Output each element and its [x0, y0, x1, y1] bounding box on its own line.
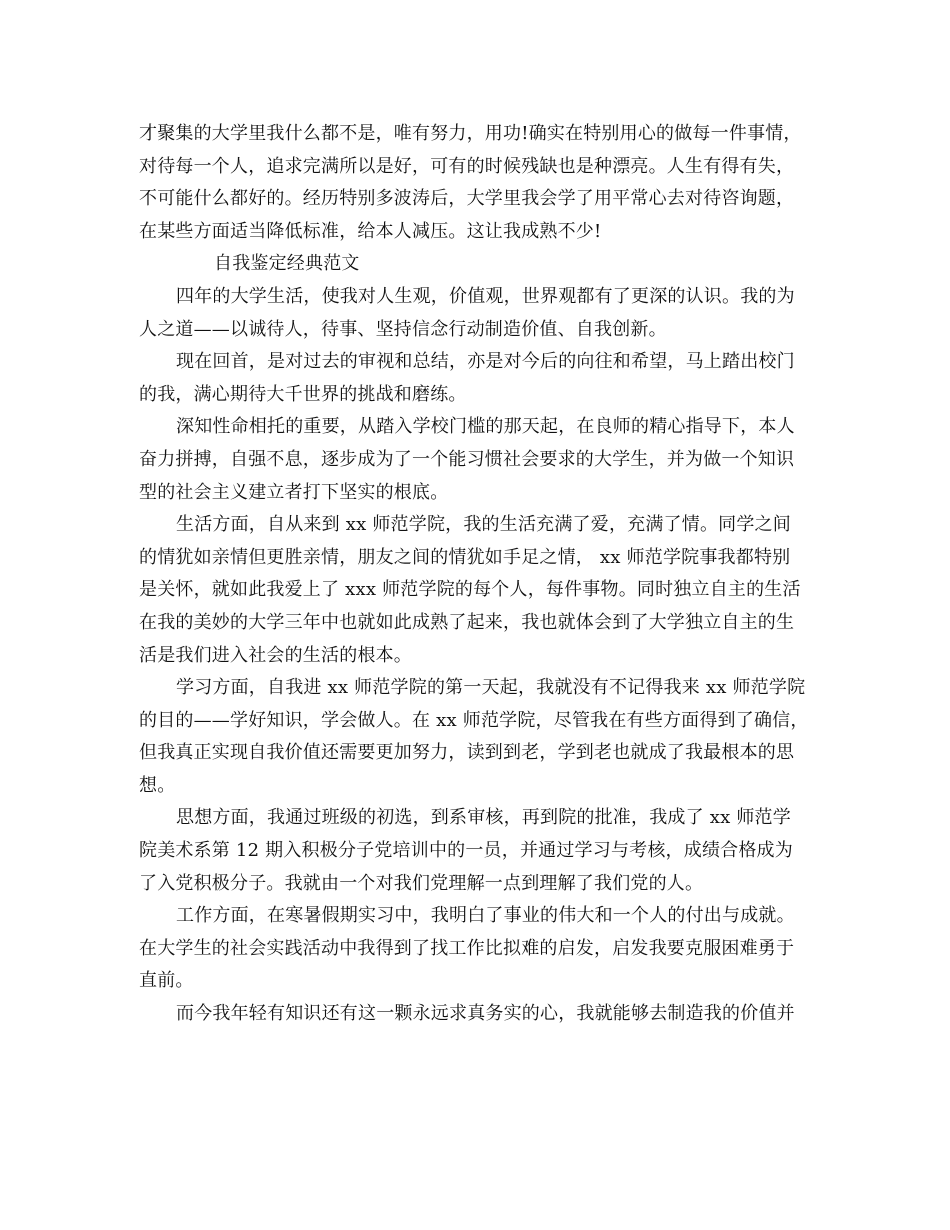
text-line: 的情犹如亲情但更胜亲情，朋友之间的情犹如手足之情， xx 师范学院事我都特别: [139, 546, 791, 568]
text-line: 才聚集的大学里我什么都不是，唯有努力，用功!确实在特别用心的做每一件事情，: [139, 123, 802, 144]
text-line: 是关怀，就如此我爱上了 xxx 师范学院的每个人，每件事物。同时独立自主的生活: [139, 579, 801, 601]
paragraph-first-line: 学习方面，自我进 xx 师范学院的第一天起，我就没有不记得我来 xx 师范学院: [176, 677, 806, 699]
section-heading: 自我鉴定经典范文: [214, 253, 360, 275]
text-line: 在某些方面适当降低标准，给本人减压。这让我成熟不少!: [139, 220, 602, 242]
document-body: [139, 118, 839, 1031]
paragraph-first-line: 工作方面，在寒暑假期实习中，我明白了事业的伟大和一个人的付出与成就。: [176, 905, 795, 927]
text-line: 型的社会主义建立者打下坚实的根底。: [139, 481, 449, 503]
paragraph-first-line: 生活方面，自从来到 xx 师范学院，我的生活充满了爱，充满了情。同学之间: [176, 514, 791, 536]
text-line: 对待每一个人，追求完满所以是好，可有的时候残缺也是种漂亮。人生有得有失，: [139, 155, 795, 177]
paragraph-first-line: 而今我年轻有知识还有这一颗永远求真务实的心，我就能够去制造我的价值并: [176, 1003, 795, 1025]
text-line: 但我真正实现自我价值还需要更加努力，读到到老，学到老也就成了我最根本的思: [139, 742, 795, 764]
text-line: 的我，满心期待大千世界的挑战和磨练。: [139, 383, 467, 405]
text-line: 在大学生的社会实践活动中我得到了找工作比拟难的启发，启发我要克服困难勇于: [139, 937, 795, 959]
text-line: 想。: [139, 774, 176, 796]
paragraph-first-line: 深知性命相托的重要，从踏入学校门槛的那天起，在良师的精心指导下，本人: [176, 416, 795, 438]
text-line: 院美术系第 12 期入积极分子党培训中的一员，并通过学习与考核，成绩合格成为: [139, 840, 793, 862]
text-line: 人之道——以诚待人，待事、坚持信念行动制造价值、自我创新。: [139, 318, 667, 340]
text-line: 了入党积极分子。我就由一个对我们党理解一点到理解了我们党的人。: [139, 872, 704, 894]
text-line: 直前。: [139, 970, 194, 992]
paragraph-first-line: 现在回首，是对过去的审视和总结，亦是对今后的向往和希望，马上踏出校门: [176, 351, 795, 373]
paragraph-first-line: 四年的大学生活，使我对人生观，价值观，世界观都有了更深的认识。我的为: [176, 285, 795, 307]
paragraph-first-line: 思想方面，我通过班级的初选，到系审核，再到院的批准，我成了 xx 师范学: [176, 807, 791, 829]
text-line: 不可能什么都好的。经历特别多波涛后，大学里我会学了用平常心去对待咨询题，: [139, 188, 795, 210]
text-line: 奋力拼搏，自强不息，逐步成为了一个能习惯社会要求的大学生，并为做一个知识: [139, 448, 795, 470]
text-line: 的目的——学好知识，学会做人。在 xx 师范学院，尽管我在有些方面得到了确信，: [139, 709, 809, 731]
text-line: 在我的美妙的大学三年中也就如此成熟了起来，我也就体会到了大学独立自主的生: [139, 611, 795, 633]
text-line: 活是我们进入社会的生活的根本。: [139, 644, 412, 666]
